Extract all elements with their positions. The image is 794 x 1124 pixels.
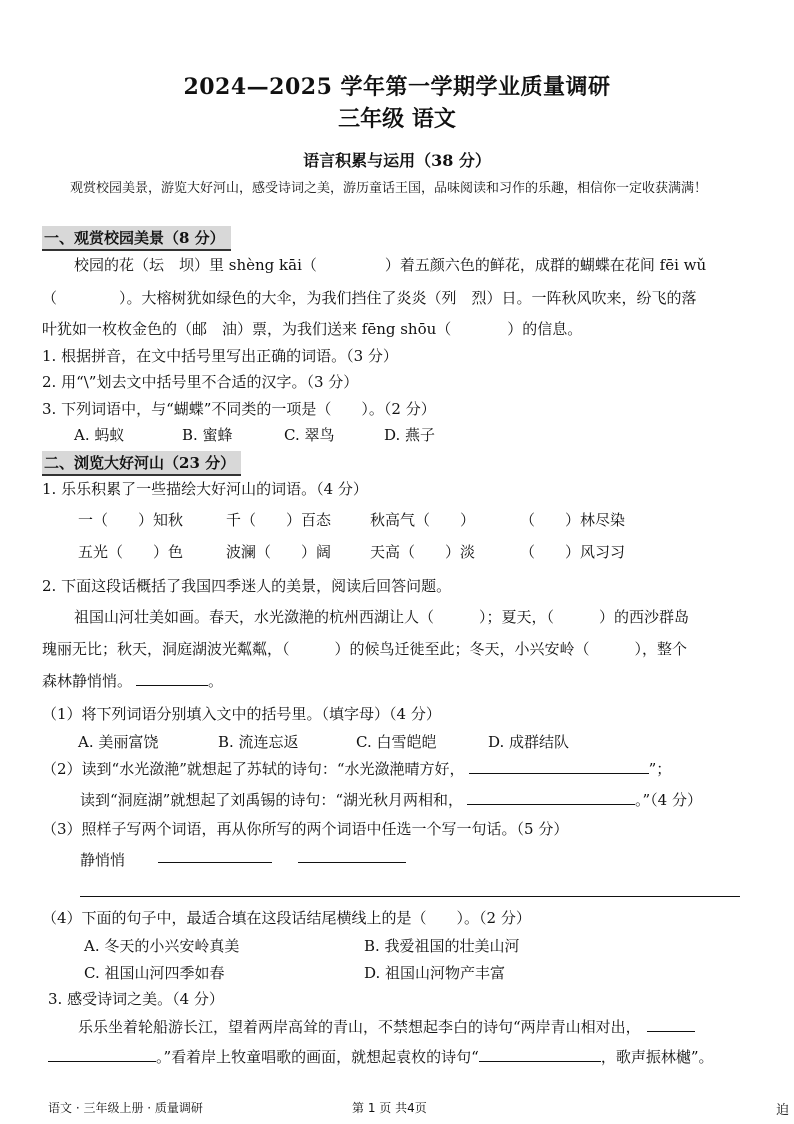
word-fill-item[interactable]: 秋高气（ ） (370, 511, 476, 529)
para-text: （ (42, 289, 58, 307)
exam-subtitle: 三年级 语文 (338, 106, 456, 132)
part-title: 语言积累与运用（38 分） (303, 151, 491, 170)
answer-line[interactable] (479, 1048, 601, 1062)
para-text: 校园的花（坛 坝）里 shèng kāi（ (74, 256, 317, 274)
period: 。 (208, 672, 224, 690)
sub2-text: 读到“洞庭湖”就想起了刘禹锡的诗句：“湖光秋月两相和， (80, 791, 464, 809)
sub4-option-b[interactable]: B. 我爱祖国的壮美山河 (364, 937, 520, 955)
sentence-answer-line[interactable] (80, 896, 740, 897)
sub4-option-a[interactable]: A. 冬天的小兴安岭真美 (84, 937, 240, 955)
answer-line[interactable] (647, 1018, 695, 1032)
answer-line[interactable] (469, 760, 649, 774)
question-1-2: 2. 用“\”划去文中括号里不合适的汉字。（3 分） (42, 373, 359, 391)
section-1-heading: 一、观赏校园美景（8 分） (42, 226, 231, 251)
q1-3-option-a[interactable]: A. 蚂蚁 (74, 426, 125, 444)
page-number: 第 1 页 共4页 (352, 1101, 427, 1115)
poem-text: ，歌声振林樾”。 (600, 1048, 714, 1066)
exam-title: 2024—2025 学年第一学期学业质量调研 (183, 74, 611, 100)
sub2-text: （2）读到“水光潋滟”就想起了苏轼的诗句：“水光潋滟晴方好， (42, 760, 465, 778)
poem-line-1 (78, 1016, 695, 1037)
question-1-1: 1. 根据拼音，在文中括号里写出正确的词语。（3 分） (42, 347, 398, 365)
q1-3-option-d[interactable]: D. 燕子 (384, 426, 436, 444)
section-1-para-line-2 (42, 287, 697, 308)
answer-line[interactable] (48, 1048, 156, 1062)
sub-question-1: （1）将下列词语分别填入文中的括号里。（填字母）（4 分） (42, 705, 441, 723)
sub3-example-word: 静悄悄 (80, 851, 126, 869)
para-text: ）的信息。 (507, 320, 583, 338)
word-fill-item[interactable]: 天高（ ）淡 (370, 543, 476, 561)
answer-line[interactable] (467, 791, 635, 805)
section-2-para-line-3 (42, 670, 223, 691)
sub1-option-b[interactable]: B. 流连忘返 (218, 733, 299, 751)
sub-question-3: （3）照样子写两个词语，再从你所写的两个词语中任选一个写一句话。（5 分） (42, 820, 569, 838)
sub2-text: 。”（4 分） (635, 791, 702, 809)
answer-line[interactable] (158, 849, 272, 863)
word-fill-item[interactable]: 一（ ）知秋 (78, 511, 184, 529)
word-fill-item[interactable]: 波澜（ ）阔 (226, 543, 332, 561)
sub-question-4: （4）下面的句子中，最适合填在这段话结尾横线上的是（ ）。（2 分） (42, 909, 531, 927)
answer-line[interactable] (298, 849, 406, 863)
question-1-3: 3. 下列词语中，与“蝴蝶”不同类的一项是（ ）。（2 分） (42, 400, 436, 418)
section-2-para-line-2: 瑰丽无比；秋天，洞庭湖波光粼粼，（ ）的候鸟迁徙至此；冬天，小兴安岭（ ），整个 (42, 640, 688, 658)
footer-right: 迫 (776, 1103, 790, 1118)
sub-question-2-line-2 (80, 789, 702, 810)
sub4-option-c[interactable]: C. 祖国山河四季如春 (84, 964, 225, 982)
section-2-para-line-1: 祖国山河壮美如画。春天，水光潋滟的杭州西湖让人（ ）；夏天，（ ）的西沙群岛 (74, 608, 690, 626)
sub1-option-d[interactable]: D. 成群结队 (488, 733, 570, 751)
sub4-option-d[interactable]: D. 祖国山河物产丰富 (364, 964, 506, 982)
q1-3-option-b[interactable]: B. 蜜蜂 (182, 426, 233, 444)
footer-left: 语文 · 三年级上册 · 质量调研 (48, 1101, 203, 1115)
section-1-para-line-1 (74, 254, 706, 275)
word-fill-item[interactable]: （ ）林尽染 (520, 511, 626, 529)
poem-text: 乐乐坐着轮船游长江，望着两岸高耸的青山，不禁想起李白的诗句“两岸青山相对出， (78, 1018, 641, 1036)
question-2-2: 2. 下面这段话概括了我国四季迷人的美景，阅读后回答问题。 (42, 577, 452, 595)
section-1-para-line-3 (42, 318, 582, 339)
para-text: 森林静悄悄。 (42, 672, 133, 690)
poem-text: 。”看着岸上牧童唱歌的画面，就想起袁枚的诗句“ (156, 1048, 479, 1066)
section-2-heading: 二、浏览大好河山（23 分） (42, 451, 241, 476)
question-2-3: 3. 感受诗词之美。（4 分） (48, 990, 224, 1008)
intro-text: 观赏校园美景，游览大好河山，感受诗词之美，游历童话王国，品味阅读和习作的乐趣，相信你一定收获满满！ (70, 181, 708, 196)
question-2-1: 1. 乐乐积累了一些描绘大好河山的词语。（4 分） (42, 480, 368, 498)
word-fill-item[interactable]: 五光（ ）色 (78, 543, 184, 561)
para-text: ）着五颜六色的鲜花，成群的蝴蝶在花间 fēi wǔ (384, 256, 707, 274)
para-text: ）。大榕树犹如绿色的大伞，为我们挡住了炎炎（列 烈）日。一阵秋风吹来，纷飞的落 (119, 289, 697, 307)
para-text: 叶犹如一枚枚金色的（邮 油）票，为我们送来 fēng shōu（ (42, 320, 452, 338)
word-fill-item[interactable]: （ ）风习习 (520, 543, 626, 561)
answer-line[interactable] (136, 672, 208, 686)
sub1-option-a[interactable]: A. 美丽富饶 (78, 733, 159, 751)
sub1-option-c[interactable]: C. 白雪皑皑 (356, 733, 437, 751)
q1-3-option-c[interactable]: C. 翠鸟 (284, 426, 335, 444)
sub-question-2-line-1 (42, 758, 671, 779)
poem-line-2 (48, 1046, 714, 1067)
sub2-text: ”； (648, 760, 672, 778)
word-fill-item[interactable]: 千（ ）百态 (226, 511, 332, 529)
